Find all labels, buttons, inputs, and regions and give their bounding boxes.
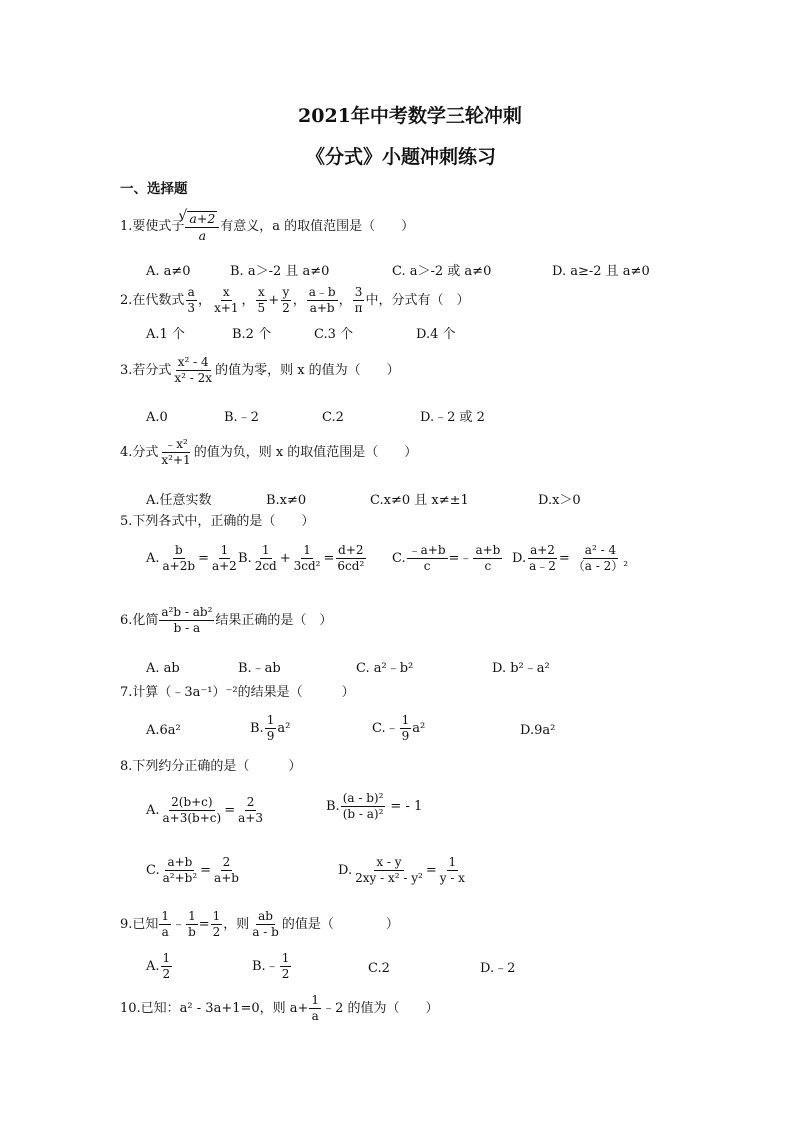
q8-option-a: A. $\frac{2(b+c)}{a+3(b+c)}$ = $\frac{2}{a+3}$	[146, 795, 263, 826]
q1-option-a: A. a≠0	[146, 264, 191, 279]
q3-stem-post: 的值为零，则 x 的值为（ ）	[215, 363, 400, 379]
q6-stem-pre: 6.化简	[120, 613, 159, 629]
q5-stem: 5.下列各式中，正确的是（ ）	[120, 514, 315, 529]
q1-stem-pre: 1.要使式子	[120, 219, 185, 235]
question-1	[120, 211, 414, 243]
q8-option-d: D. $\frac{x - y}{\text{2xy - x² - y²}}$ = $\frac{1}{y - x}$	[338, 855, 465, 886]
q4-fraction: $\frac{\text{﹣x²}}{\text{x²+1}}$	[161, 437, 191, 468]
q9-option-b: B.﹣ $\frac{1}{2}$	[252, 951, 290, 982]
question-6	[120, 606, 332, 635]
q1-stem-post: 有意义，a 的取值范围是（ ）	[220, 219, 415, 235]
q7-option-d: D.9a²	[520, 723, 556, 738]
q5-option-d: D. $\frac{a+2}{a﹣2}$ = $\frac{\text{a² - 4}}{\text{（a - 2）²}}$	[512, 543, 629, 574]
question-2: 2.在代数式 $\frac{a}{3}$ ， $\frac{x}{x+1}$ ， $\frac{x}{5}$ + $\frac{y}{2}$ ， $\frac{a﹣b}{a+b}$ ， $\frac{3}{\pi}$ 中，分式有（ ）	[120, 285, 470, 316]
section-heading: 一、选择题	[120, 181, 188, 197]
q9-option-a: A. $\frac{1}{2}$	[146, 951, 171, 982]
q9-stem-pre: 9.已知	[120, 917, 159, 933]
q7-option-b: B. $\frac{1}{9}$ a²	[250, 713, 291, 744]
question-3	[120, 356, 400, 385]
q1-option-b: B. a＞-2 且 a≠0	[230, 264, 330, 279]
q4-stem-pre: 4.分式	[120, 445, 159, 461]
q2-plus: +	[268, 293, 280, 309]
q3-stem-pre: 3.若分式	[120, 363, 172, 379]
q2-frac-5: $\frac{a﹣b}{a+b}$	[308, 285, 336, 316]
q2-option-a: A.1 个	[146, 327, 185, 342]
q4-option-d: D.x＞0	[538, 493, 581, 508]
q7-option-a: A.6a²	[146, 723, 181, 738]
q6-stem-post: 结果正确的是（ ）	[215, 613, 333, 629]
q1-option-c: C. a＞-2 或 a≠0	[392, 264, 492, 279]
q4-option-b: B.x≠0	[266, 493, 307, 508]
q2-stem-post: 中，分式有（ ）	[365, 293, 470, 309]
q2-stem-pre: 2.在代数式	[120, 293, 185, 309]
q6-option-b: B.﹣ab	[238, 661, 281, 676]
q6-fraction: $\frac{\text{a²b - ab²}}{b - a}$	[161, 605, 213, 636]
q8-stem: 8.下列约分正确的是（ ）	[120, 759, 302, 774]
question-4	[120, 438, 417, 467]
q7-option-c: C.﹣ $\frac{1}{9}$ a²	[372, 713, 426, 744]
question-9: 9.已知 $\frac{1}{a}$ ﹣ $\frac{1}{b}$ = $\frac{1}{2}$ ，则 $\frac{ab}{a - b}$ 的值是（ ）	[120, 909, 399, 940]
q3-option-d: D.﹣2 或 2	[420, 410, 485, 425]
page-subtitle: 《分式》小题冲刺练习	[306, 146, 497, 168]
q2-option-d: D.4 个	[416, 327, 456, 342]
q6-option-c: C. a²﹣b²	[356, 661, 414, 676]
q10-stem-pre: 10.已知：a² - 3a+1=0，则 a+	[120, 1001, 309, 1017]
q2-frac-3: $\frac{x}{5}$	[257, 285, 266, 316]
q3-option-c: C.2	[322, 410, 344, 425]
q3-option-b: B.﹣2	[224, 410, 259, 425]
q4-option-c: C.x≠0 且 x≠±1	[370, 493, 469, 508]
q9-option-d: D.﹣2	[480, 961, 516, 976]
q5-option-b: B. $\frac{1}{2cd}$ + $\frac{1}{\text{3cd²}}$ = $\frac{d+2}{\text{6cd²}}$	[238, 543, 365, 574]
q2-frac-1: $\frac{a}{3}$	[187, 285, 196, 316]
q7-stem: 7.计算（﹣3a⁻¹）⁻²的结果是（ ）	[120, 685, 355, 700]
q6-option-d: D. b²﹣a²	[492, 661, 550, 676]
q3-fraction: $\frac{\text{x² - 4}}{\text{x² - 2x}}$	[174, 355, 213, 386]
q9-stem-post: 的值是（ ）	[281, 917, 399, 933]
q5-option-a: A. $\frac{b}{a+2b}$ = $\frac{1}{a+2}$	[146, 543, 237, 574]
q2-frac-2: $\frac{x}{x+1}$	[214, 285, 239, 316]
q9-option-c: C.2	[368, 961, 390, 976]
q6-option-a: A. ab	[146, 661, 180, 676]
q4-stem-post: 的值为负，则 x 的取值范围是（ ）	[193, 445, 418, 461]
q8-option-b: B. $\frac{\text{(a - b)²}}{\text{(b - a)²}}$ = - 1	[326, 791, 423, 822]
q2-option-b: B.2 个	[232, 327, 272, 342]
q2-option-c: C.3 个	[314, 327, 354, 342]
q1-fraction	[185, 211, 219, 243]
question-10: 10.已知：a² - 3a+1=0，则 a+ $\frac{1}{a}$ ﹣2 的值为（ ）	[120, 993, 439, 1024]
q1-denominator: a	[198, 227, 207, 243]
q8-option-c: C. $\frac{a+b}{\text{a²+b²}}$ = $\frac{2}{a+b}$	[146, 855, 239, 886]
q1-radicand: √ a+2	[187, 211, 217, 226]
q3-option-a: A.0	[146, 410, 168, 425]
q2-frac-6: $\frac{3}{\pi}$	[354, 285, 363, 316]
q10-stem-post: ﹣2 的值为（ ）	[322, 1001, 439, 1017]
q2-frac-4: $\frac{y}{2}$	[282, 285, 290, 316]
q5-option-c: C. $\frac{﹣a+b}{c}$ =﹣ $\frac{a+b}{c}$	[392, 543, 501, 574]
q4-option-a: A.任意实数	[146, 493, 212, 508]
page-title: 2021年中考数学三轮冲刺	[298, 105, 522, 127]
q1-option-d: D. a≥-2 且 a≠0	[552, 264, 650, 279]
